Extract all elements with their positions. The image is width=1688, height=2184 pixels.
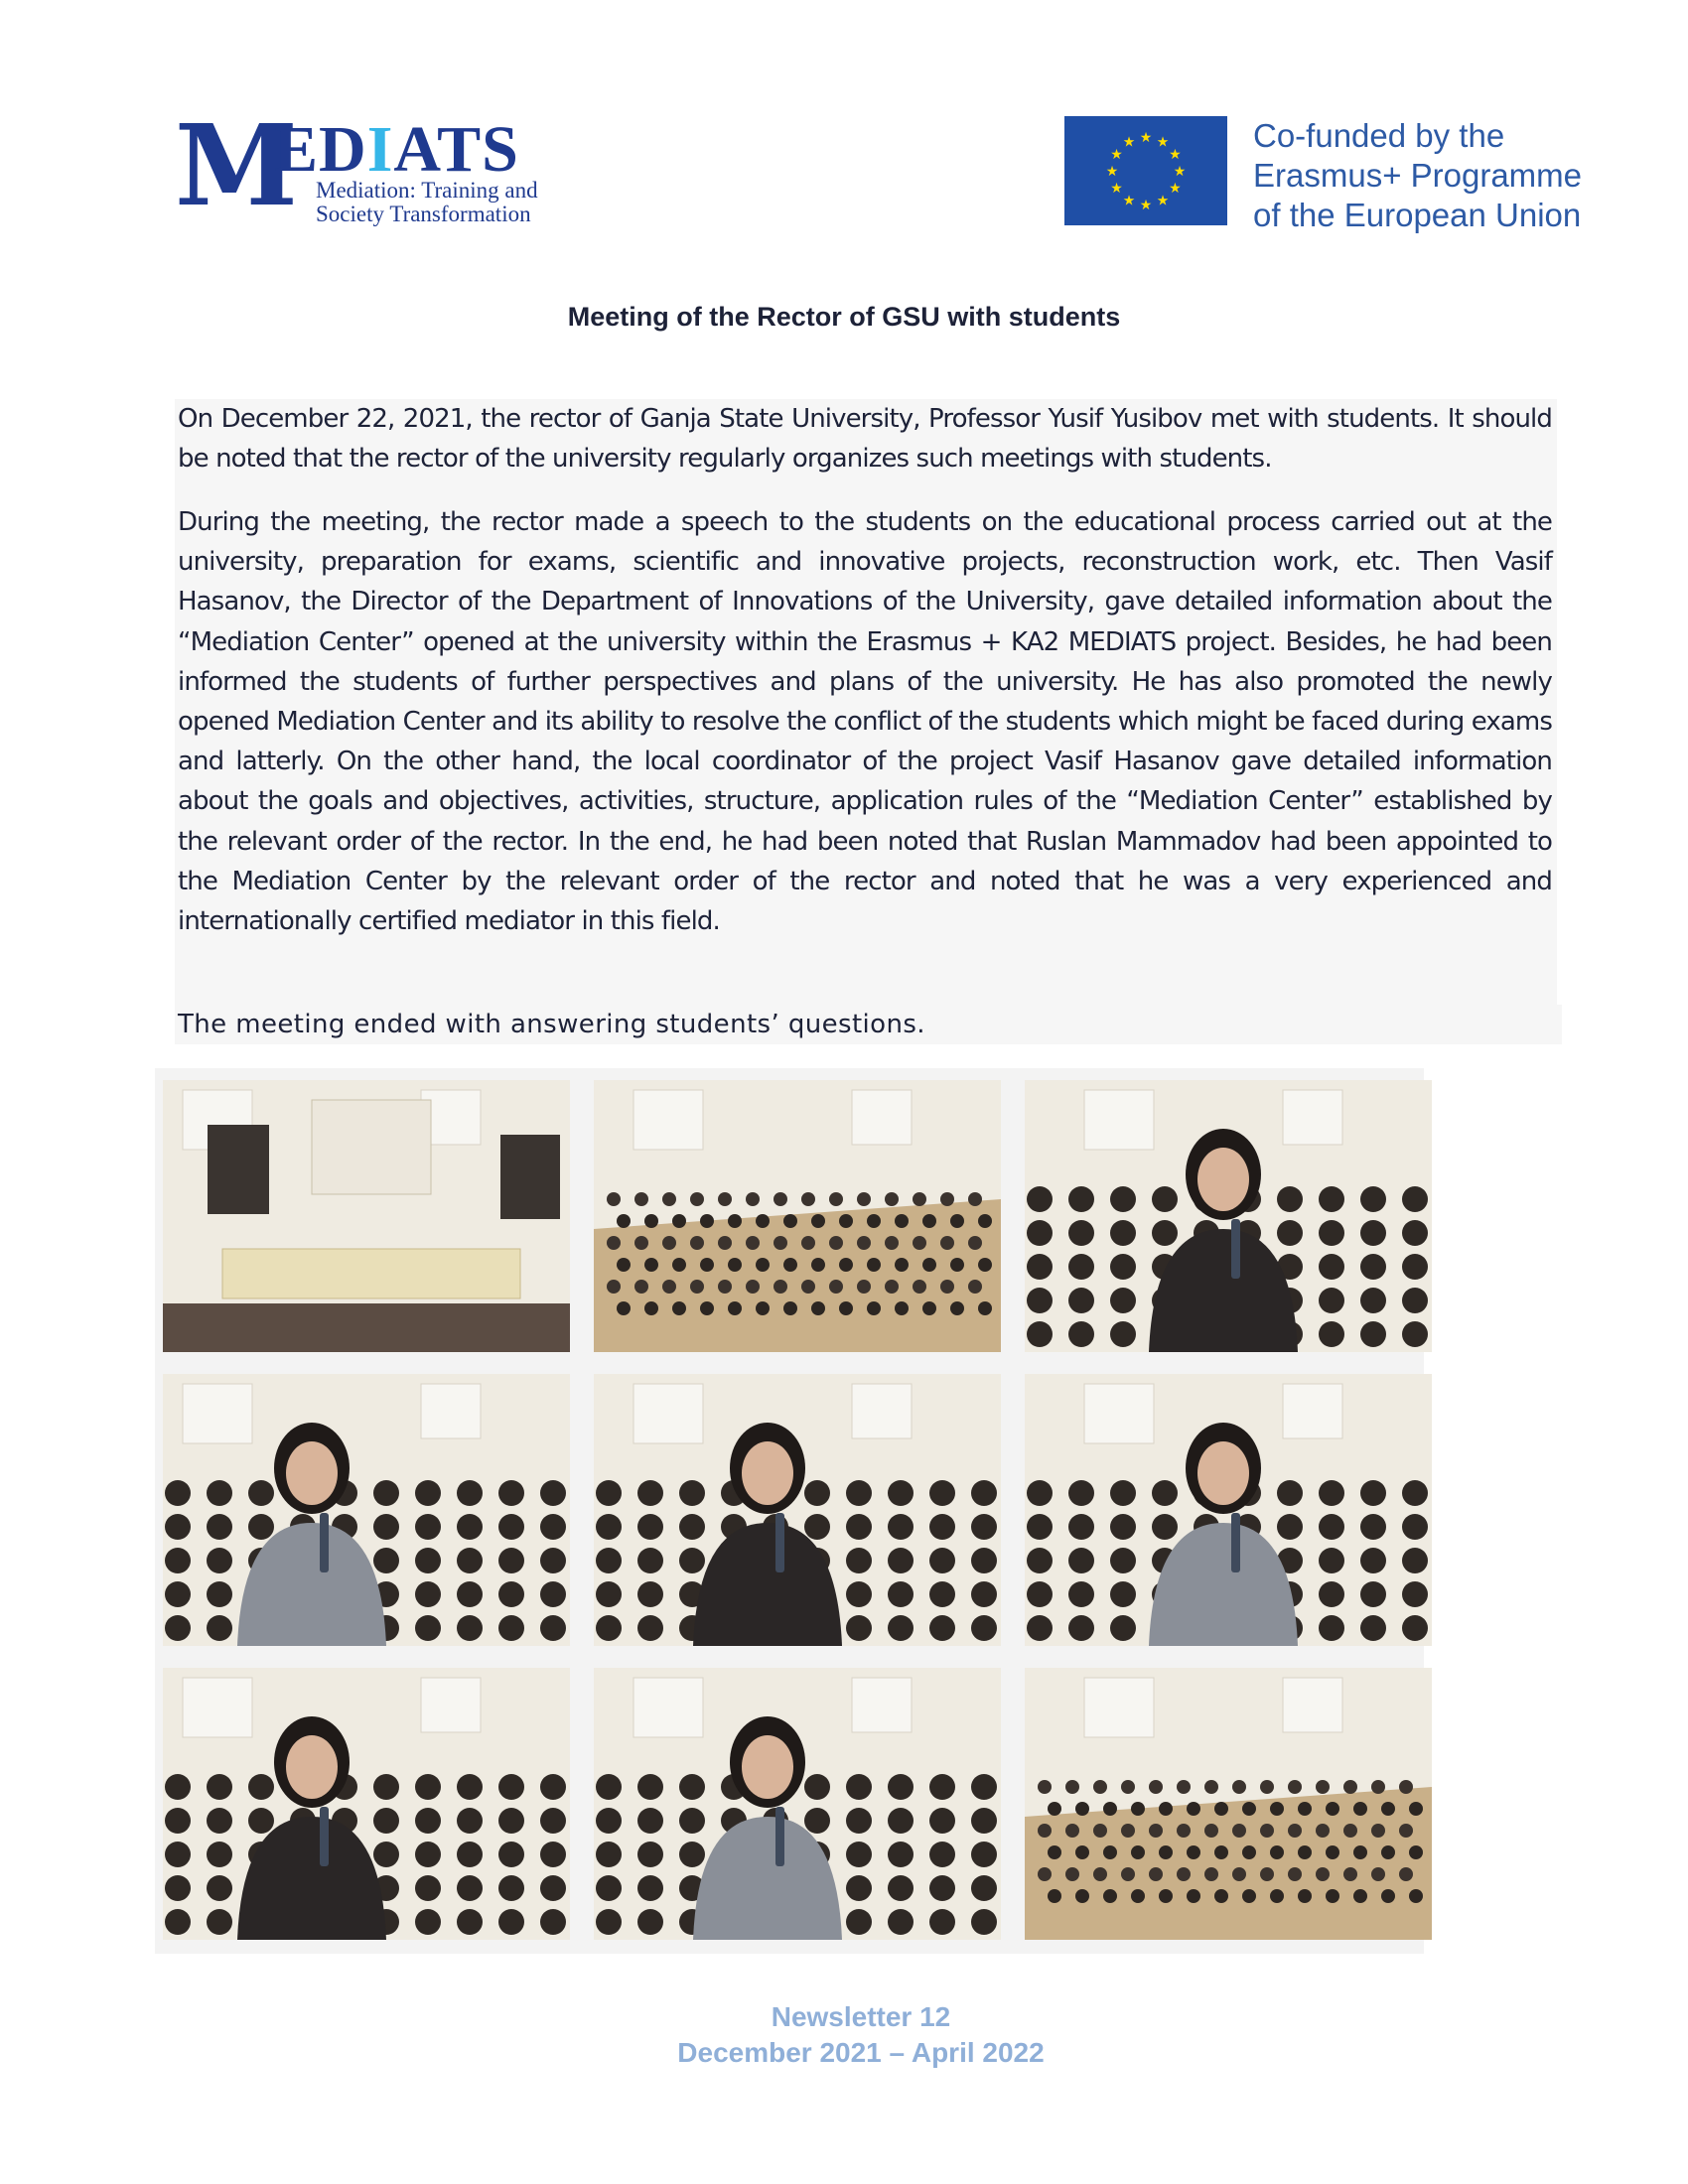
mediats-logo-word-accent: I: [366, 113, 394, 186]
eu-stars-icon: [1064, 116, 1227, 225]
photo-illustration: [163, 1374, 570, 1646]
photo-speaker: [163, 1668, 570, 1940]
mediats-tagline-line-2: Society Transformation: [316, 202, 531, 226]
mediats-logo-m: M: [175, 101, 296, 231]
newsletter-number: Newsletter 12: [771, 2001, 951, 2032]
mediats-logo-word: [274, 113, 519, 186]
eu-cofunded-logo: [1064, 116, 1601, 233]
eu-star-icon: ★: [1110, 147, 1123, 163]
eu-cofunded-text: [1253, 116, 1582, 235]
photo-speaker: [163, 1374, 570, 1646]
photo-illustration: [163, 1668, 570, 1940]
photo-stage: [163, 1080, 570, 1352]
newsletter-footer: [0, 1999, 1688, 2071]
eu-star-icon: ★: [1122, 193, 1136, 209]
eu-star-icon: ★: [1139, 198, 1153, 213]
eu-star-icon: ★: [1105, 164, 1119, 180]
photo-speaker: [594, 1668, 1001, 1940]
photo-speaker: [1025, 1080, 1432, 1352]
article-paragraph-3: The meeting ended with answering students’ questions.: [178, 1005, 1562, 1044]
photo-illustration: [594, 1080, 1001, 1352]
article-body: [175, 399, 1557, 1044]
eu-star-icon: ★: [1122, 134, 1136, 151]
article-paragraph-1: On December 22, 2021, the rector of Ganja State University, Professor Yusif Yusibov met with students. It should be noted that the rector of the university regularly organizes such meetings with students.: [178, 404, 1552, 475]
eu-text-line-2: Erasmus+ Programme: [1253, 157, 1583, 194]
mediats-tagline-line-1: Mediation: Training and: [316, 178, 538, 203]
eu-star-icon: ★: [1139, 130, 1153, 146]
photo-hall: [594, 1080, 1001, 1352]
photo-illustration: [1025, 1080, 1432, 1352]
photo-speaker: [1025, 1374, 1432, 1646]
photo-hall: [1025, 1668, 1432, 1940]
photo-illustration: [1025, 1374, 1432, 1646]
newsletter-period: December 2021 – April 2022: [677, 2037, 1045, 2068]
eu-star-icon: ★: [1173, 164, 1187, 180]
mediats-tagline: [316, 179, 538, 226]
eu-star-icon: ★: [1156, 134, 1170, 151]
eu-star-icon: ★: [1156, 193, 1170, 209]
mediats-logo-word-a: ED: [274, 113, 367, 186]
article-title: Meeting of the Rector of GSU with students: [567, 302, 1121, 332]
article-paragraph-2: During the meeting, the rector made a speech to the students on the educational process carried out at the university, preparation for exams, scientific and innovative projects, reconstruction work, etc. Then Vasif Hasanov, the Director of the Department of Innovations of the University, gave detailed information about the “Mediation Center” opened at the university within the Erasmus + KA2 MEDIATS project. Besides, he had been informed the students of further perspectives and plans of the university. He has also promoted the newly opened Mediation Center and its ability to resolve the conflict of the students which might be faced during exams and latterly. On the other hand, the local coordinator of the project Vasif Hasanov gave detailed information about the goals and objectives, activities, structure, application rules of the “Mediation Center” established by the relevant order of the rector. In the end, he had been noted that Ruslan Mammadov had been appointed to the Mediation Center by the relevant order of the rector and noted that he was a very experienced and internationally certified mediator in this field.: [178, 507, 1552, 937]
photo-illustration: [594, 1374, 1001, 1646]
photo-illustration: [163, 1080, 570, 1352]
eu-star-icon: ★: [1169, 147, 1182, 163]
eu-star-icon: ★: [1169, 181, 1182, 197]
eu-flag-icon: [1064, 116, 1227, 225]
eu-text-line-1: Co-funded by the: [1253, 117, 1505, 154]
photo-gallery: [155, 1068, 1424, 1954]
photo-speaker: [594, 1374, 1001, 1646]
photo-illustration: [1025, 1668, 1432, 1940]
eu-text-line-3: of the European Union: [1253, 197, 1582, 233]
photo-illustration: [594, 1668, 1001, 1940]
mediats-logo: [175, 101, 592, 231]
mediats-logo-word-b: ATS: [393, 113, 519, 186]
eu-star-icon: ★: [1110, 181, 1123, 197]
